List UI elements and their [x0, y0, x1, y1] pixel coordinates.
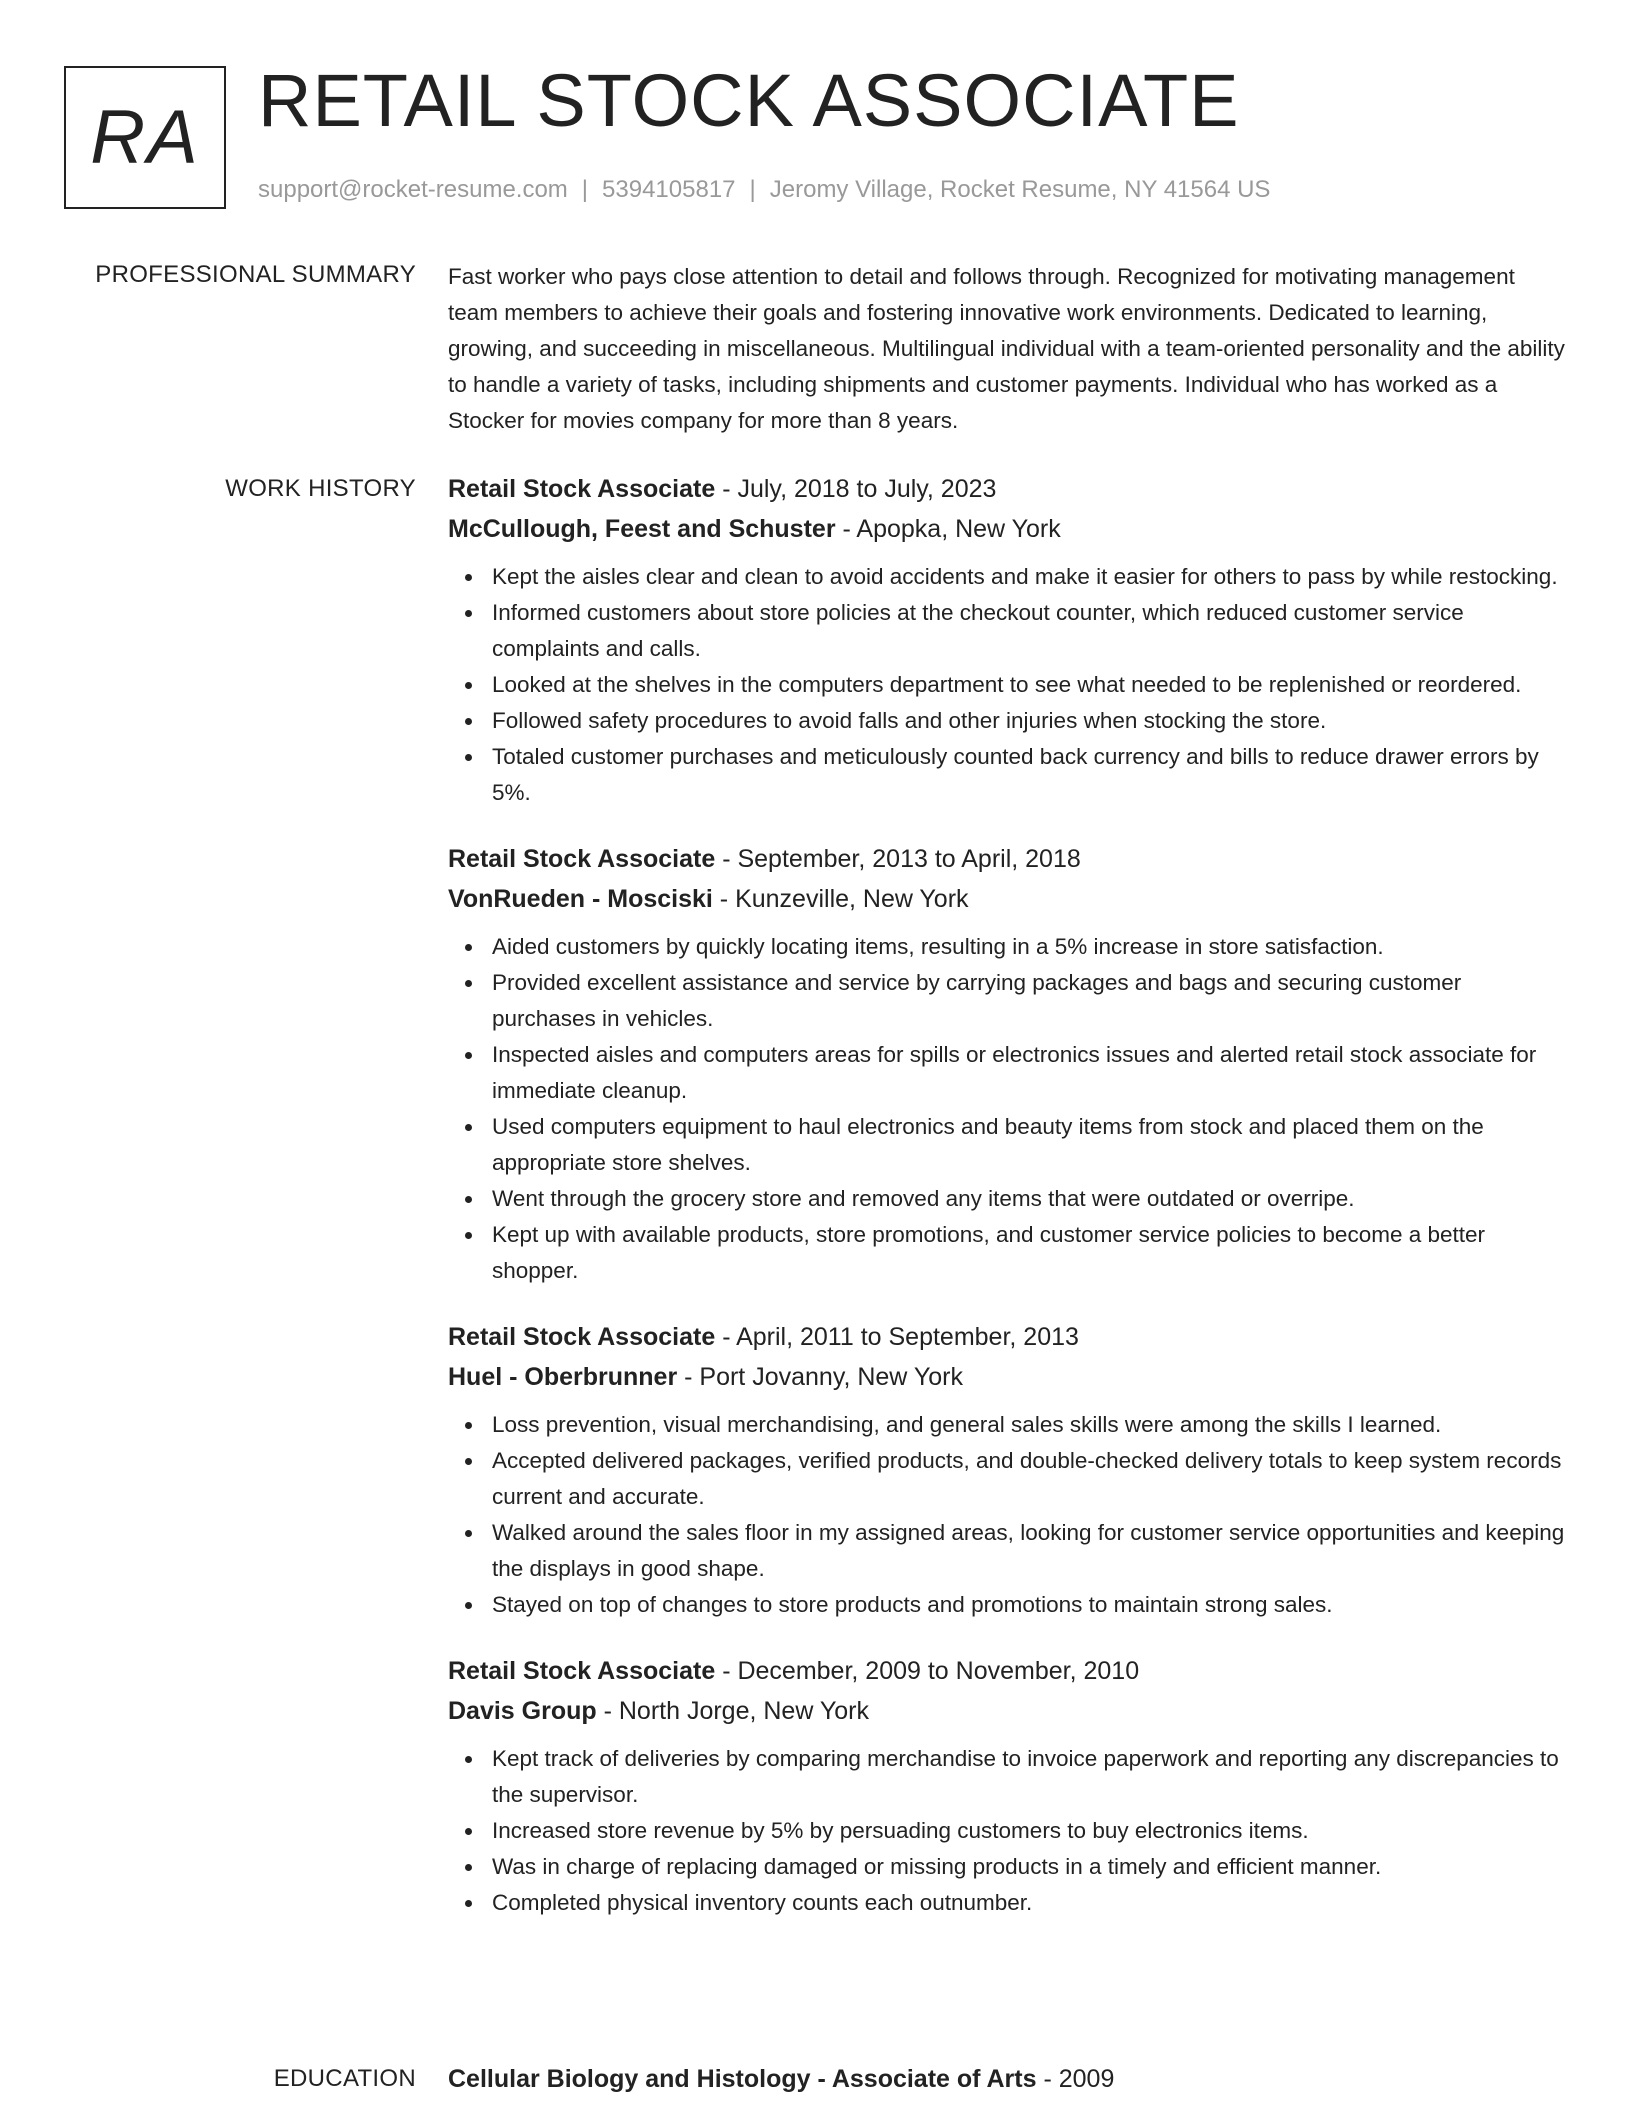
job-bullet-item: Aided customers by quickly locating items, resulting in a 5% increase in store satisfaction.	[448, 929, 1568, 965]
job-company-line	[448, 1691, 1568, 1731]
monogram-initials: RA	[90, 95, 200, 180]
job-bullet-item: Completed physical inventory counts each outnumber.	[448, 1885, 1568, 1921]
job-dates: - December, 2009 to November, 2010	[715, 1657, 1140, 1685]
work-history-heading: WORK HISTORY	[225, 475, 416, 502]
job-bullet-list	[448, 929, 1568, 1289]
job-title-line	[448, 839, 1568, 879]
job-location: - North Jorge, New York	[596, 1697, 869, 1725]
job-bullet-list	[448, 1407, 1568, 1623]
job-entry	[448, 1317, 1568, 1623]
job-bullet-list	[448, 1741, 1568, 1921]
contact-email[interactable]: support@rocket-resume.com	[258, 176, 568, 203]
job-bullet-item: Informed customers about store policies at the checkout counter, which reduced customer service complaints and calls.	[448, 595, 1568, 667]
summary-heading: PROFESSIONAL SUMMARY	[95, 261, 416, 288]
monogram-badge	[64, 66, 226, 209]
job-location: - Apopka, New York	[835, 515, 1061, 543]
job-bullet-item: Totaled customer purchases and meticulously counted back currency and bills to reduce drawer errors by 5%.	[448, 739, 1568, 811]
job-title: Retail Stock Associate	[448, 845, 716, 873]
job-dates: - July, 2018 to July, 2023	[715, 475, 997, 503]
job-dates: - April, 2011 to September, 2013	[715, 1323, 1079, 1351]
job-bullet-item: Inspected aisles and computers areas for spills or electronics issues and alerted retail stock associate for immediate cleanup.	[448, 1037, 1568, 1109]
job-company-line	[448, 509, 1568, 549]
education-entry	[448, 2059, 1568, 2099]
job-company: Huel - Oberbrunner	[448, 1363, 678, 1391]
job-entry	[448, 839, 1568, 1289]
job-bullet-item: Increased store revenue by 5% by persuading customers to buy electronics items.	[448, 1813, 1568, 1849]
job-company: McCullough, Feest and Schuster	[448, 515, 836, 543]
job-title-line	[448, 469, 1568, 509]
contact-separator: |	[581, 176, 589, 203]
job-title-line	[448, 1651, 1568, 1691]
job-bullet-item: Kept up with available products, store promotions, and customer service policies to become a better shopper.	[448, 1217, 1568, 1289]
job-bullet-item: Looked at the shelves in the computers department to see what needed to be replenished or reordered.	[448, 667, 1568, 703]
job-title: Retail Stock Associate	[448, 475, 716, 503]
job-bullet-item: Went through the grocery store and removed any items that were outdated or overripe.	[448, 1181, 1568, 1217]
job-title: Retail Stock Associate	[448, 1657, 716, 1685]
job-bullet-item: Kept the aisles clear and clean to avoid accidents and make it easier for others to pass by while restocking.	[448, 559, 1568, 595]
job-bullet-item: Was in charge of replacing damaged or missing products in a timely and efficient manner.	[448, 1849, 1568, 1885]
contact-separator: |	[749, 176, 756, 203]
resume-name: RETAIL STOCK ASSOCIATE	[258, 59, 1240, 142]
contact-phone[interactable]: 5394105817	[602, 176, 736, 203]
education-degree: Cellular Biology and Histology - Associate of Arts	[448, 2065, 1037, 2093]
summary-text: Fast worker who pays close attention to detail and follows through. Recognized for motivating management team members to achieve their goals and fostering innovative work environments. Dedicated to learning, growing, and succeeding in miscellaneous. Multilingual individual with a team-oriented personality and the ability to handle a variety of tasks, including shipments and customer payments. Individual who has worked as a Stocker for movies company for more than 8 years.	[448, 264, 1565, 433]
education-year: - 2009	[1036, 2065, 1115, 2093]
job-title-line	[448, 1317, 1568, 1357]
job-entry	[448, 1651, 1568, 1921]
job-list	[448, 469, 1568, 1949]
job-bullet-item: Stayed on top of changes to store products and promotions to maintain strong sales.	[448, 1587, 1568, 1623]
job-bullet-item: Accepted delivered packages, verified products, and double-checked delivery totals to keep system records current and accurate.	[448, 1443, 1568, 1515]
job-location: - Port Jovanny, New York	[677, 1363, 963, 1391]
job-location: - Kunzeville, New York	[712, 885, 969, 913]
job-bullet-list	[448, 559, 1568, 811]
job-entry	[448, 469, 1568, 811]
job-bullet-item: Provided excellent assistance and service by carrying packages and bags and securing customer purchases in vehicles.	[448, 965, 1568, 1037]
job-title: Retail Stock Associate	[448, 1323, 716, 1351]
job-dates: - September, 2013 to April, 2018	[715, 845, 1081, 873]
job-company: VonRueden - Mosciski	[448, 885, 713, 913]
education-heading: EDUCATION	[273, 2065, 416, 2092]
job-bullet-item: Used computers equipment to haul electronics and beauty items from stock and placed them on the appropriate store shelves.	[448, 1109, 1568, 1181]
job-company: Davis Group	[448, 1697, 597, 1725]
job-bullet-item: Loss prevention, visual merchandising, and general sales skills were among the skills I learned.	[448, 1407, 1568, 1443]
job-company-line	[448, 879, 1568, 919]
contact-address: Jeromy Village, Rocket Resume, NY 41564 US	[769, 176, 1271, 203]
job-bullet-item: Followed safety procedures to avoid falls and other injuries when stocking the store.	[448, 703, 1568, 739]
job-bullet-item: Walked around the sales floor in my assigned areas, looking for customer service opportunities and keeping the displays in good shape.	[448, 1515, 1568, 1587]
job-bullet-item: Kept track of deliveries by comparing merchandise to invoice paperwork and reporting any discrepancies to the supervisor.	[448, 1741, 1568, 1813]
contact-line	[258, 176, 1270, 204]
job-company-line	[448, 1357, 1568, 1397]
